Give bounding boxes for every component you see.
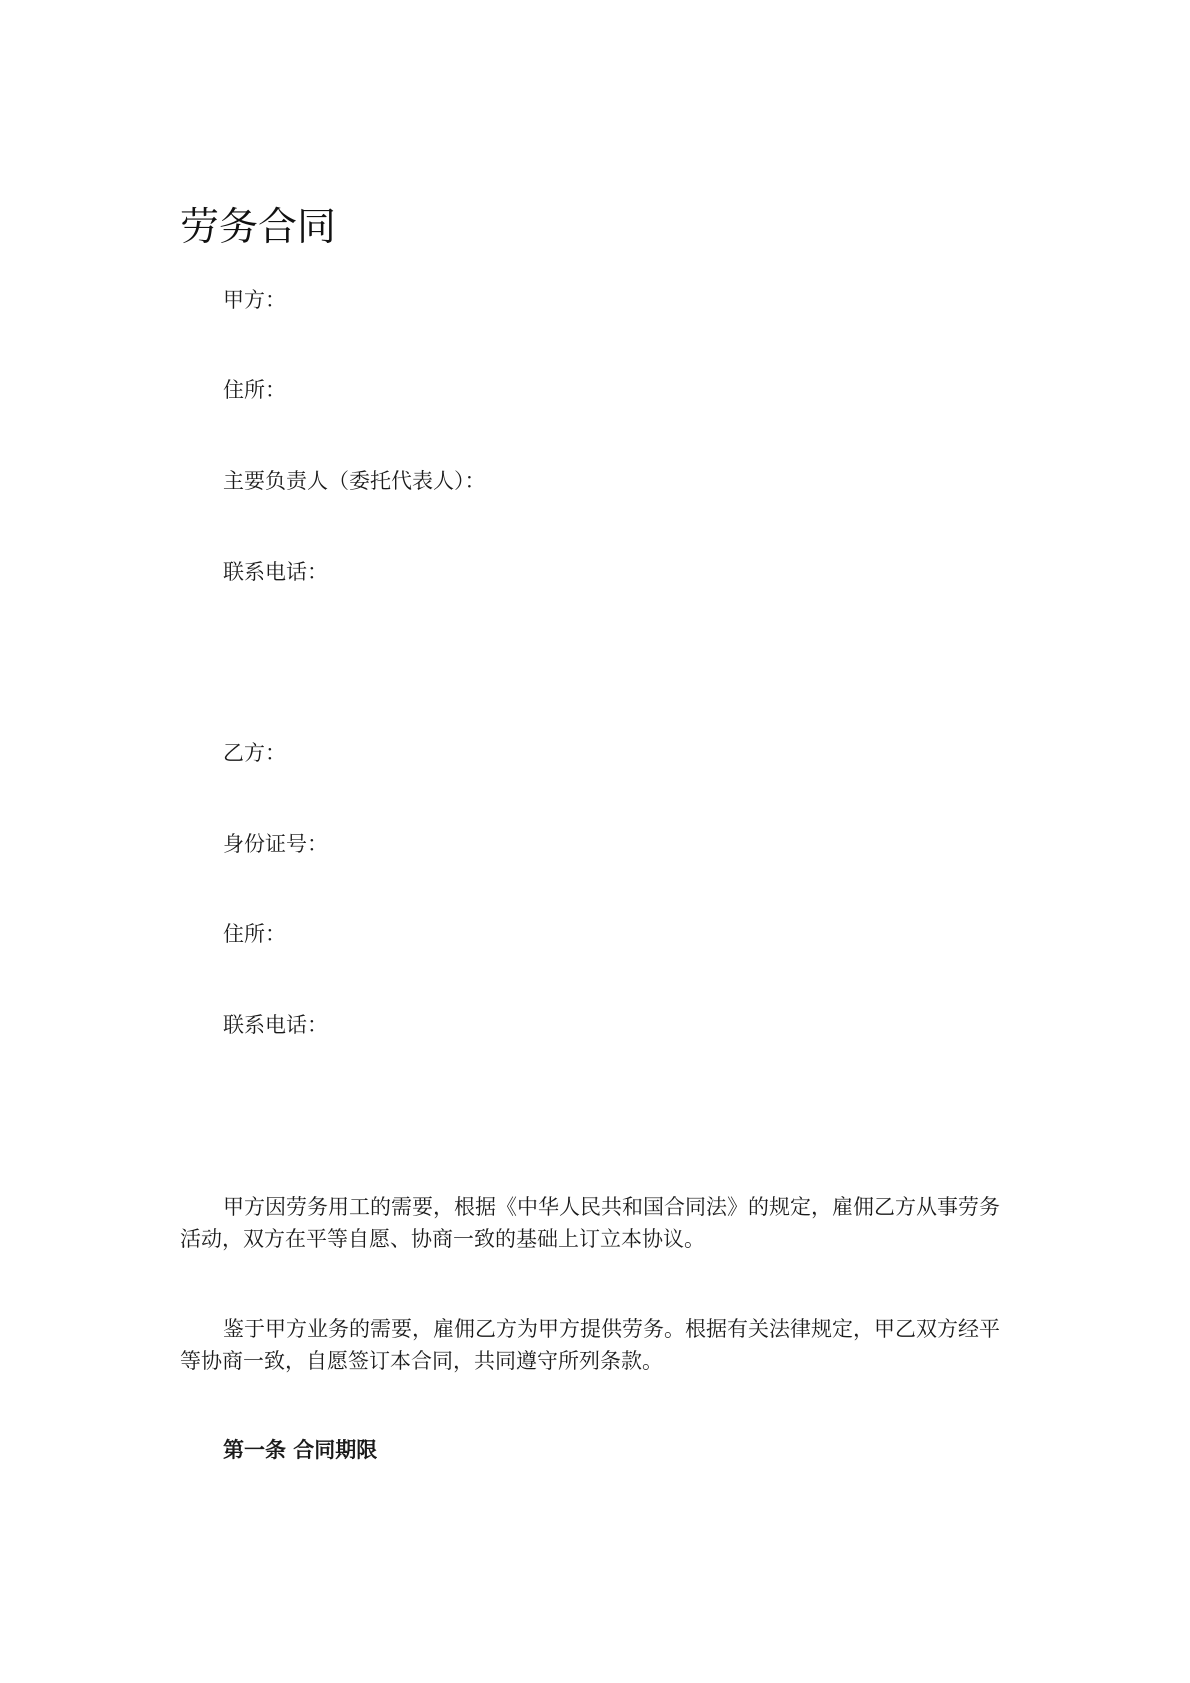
party-a-address-label: 住所： <box>223 378 286 402</box>
party-b-phone-label: 联系电话： <box>223 1013 328 1037</box>
party-a-representative-label: 主要负责人（委托代表人）： <box>223 469 486 493</box>
party-a-phone-label: 联系电话： <box>223 560 328 584</box>
preamble-paragraph-1: 甲方因劳务用工的需要，根据《中华人民共和国合同法》的规定，雇佣乙方从事劳务活动，双方在平等自愿、协商一致的基础上订立本协议。 <box>180 1195 1000 1251</box>
party-b-name-label: 乙方： <box>223 741 286 765</box>
party-b-id-label: 身份证号： <box>223 832 328 856</box>
party-b-address-label: 住所： <box>223 922 286 946</box>
document-title: 劳务合同 <box>180 205 337 250</box>
party-a-name-label: 甲方： <box>223 288 286 312</box>
article-1-heading: 第一条 合同期限 <box>223 1438 378 1462</box>
preamble-paragraph-2: 鉴于甲方业务的需要，雇佣乙方为甲方提供劳务。根据有关法律规定，甲乙双方经平等协商一致，自愿签订本合同，共同遵守所列条款。 <box>180 1317 1000 1373</box>
